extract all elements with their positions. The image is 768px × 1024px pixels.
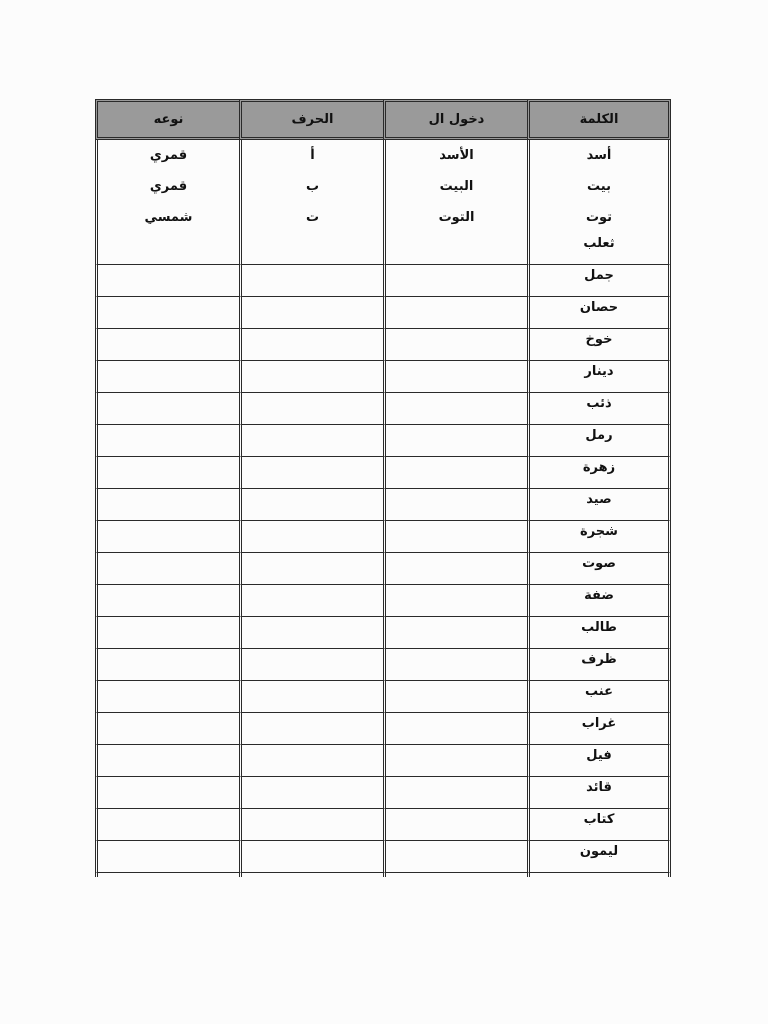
cell-word: جمل — [527, 265, 671, 297]
cell-with-al — [383, 233, 527, 265]
table-row — [95, 777, 671, 809]
cell-word: شجرة — [527, 521, 671, 553]
cell-type — [95, 489, 239, 521]
cell-letter — [239, 361, 383, 393]
cell-with-al — [383, 809, 527, 841]
worksheet-table — [95, 99, 671, 877]
worksheet-table-container — [95, 99, 671, 877]
cell-with-al — [383, 521, 527, 553]
cell-type — [95, 361, 239, 393]
cell-letter — [239, 649, 383, 681]
cell-with-al — [383, 777, 527, 809]
cell-type: شمسي — [95, 202, 239, 233]
table-row — [95, 297, 671, 329]
cell-word: ظرف — [527, 649, 671, 681]
cell-letter — [239, 841, 383, 873]
cell-word: توت — [527, 202, 671, 233]
cell-letter — [239, 329, 383, 361]
cell-word: ضفة — [527, 585, 671, 617]
cell-with-al — [383, 553, 527, 585]
cell-with-al — [383, 873, 527, 877]
cell-type — [95, 777, 239, 809]
header-type: نوعه — [95, 99, 239, 140]
table-row — [95, 489, 671, 521]
table-row — [95, 265, 671, 297]
cell-letter — [239, 713, 383, 745]
cell-letter — [239, 233, 383, 265]
table-row — [95, 585, 671, 617]
cell-letter — [239, 777, 383, 809]
header-letter: الحرف — [239, 99, 383, 140]
header-word: الكلمة — [527, 99, 671, 140]
cell-with-al: الأسد — [383, 140, 527, 171]
cell-type — [95, 553, 239, 585]
cell-type — [95, 873, 239, 877]
cell-with-al — [383, 649, 527, 681]
cell-with-al: البيت — [383, 171, 527, 202]
cell-type — [95, 617, 239, 649]
table-row — [95, 713, 671, 745]
table-row — [95, 681, 671, 713]
cell-type: قمري — [95, 171, 239, 202]
table-row — [95, 873, 671, 877]
cell-type — [95, 713, 239, 745]
cell-with-al — [383, 617, 527, 649]
cell-word: عنب — [527, 681, 671, 713]
cell-word: ذئب — [527, 393, 671, 425]
cell-with-al — [383, 713, 527, 745]
cell-with-al — [383, 425, 527, 457]
table-row — [95, 617, 671, 649]
cell-word: ليمون — [527, 841, 671, 873]
cell-with-al — [383, 745, 527, 777]
cell-word: ثعلب — [527, 233, 671, 265]
cell-type — [95, 585, 239, 617]
cell-letter — [239, 873, 383, 877]
cell-word: طالب — [527, 617, 671, 649]
cell-word: قائد — [527, 777, 671, 809]
cell-type — [95, 521, 239, 553]
cell-word — [527, 873, 671, 877]
cell-with-al: التوت — [383, 202, 527, 233]
cell-letter — [239, 585, 383, 617]
cell-letter: ت — [239, 202, 383, 233]
cell-with-al — [383, 329, 527, 361]
cell-type: قمري — [95, 140, 239, 171]
cell-with-al — [383, 585, 527, 617]
table-row — [95, 457, 671, 489]
cell-letter — [239, 425, 383, 457]
cell-word: بيت — [527, 171, 671, 202]
cell-word: غراب — [527, 713, 671, 745]
table-row — [95, 553, 671, 585]
cell-letter — [239, 681, 383, 713]
cell-with-al — [383, 297, 527, 329]
cell-type — [95, 393, 239, 425]
table-row — [95, 745, 671, 777]
cell-letter — [239, 393, 383, 425]
table-row — [95, 202, 671, 233]
cell-type — [95, 745, 239, 777]
cell-letter — [239, 809, 383, 841]
cell-letter — [239, 745, 383, 777]
table-row — [95, 809, 671, 841]
table-row — [95, 361, 671, 393]
table-row — [95, 171, 671, 202]
table-row — [95, 140, 671, 171]
cell-with-al — [383, 681, 527, 713]
cell-type — [95, 265, 239, 297]
cell-word: أسد — [527, 140, 671, 171]
cell-letter — [239, 457, 383, 489]
table-row — [95, 649, 671, 681]
cell-letter — [239, 489, 383, 521]
cell-word: رمل — [527, 425, 671, 457]
cell-letter — [239, 265, 383, 297]
cell-letter — [239, 617, 383, 649]
cell-word: كتاب — [527, 809, 671, 841]
cell-type — [95, 329, 239, 361]
cell-type — [95, 809, 239, 841]
cell-word: خوخ — [527, 329, 671, 361]
table-row — [95, 425, 671, 457]
cell-word: صوت — [527, 553, 671, 585]
cell-letter — [239, 297, 383, 329]
table-row — [95, 329, 671, 361]
cell-type — [95, 233, 239, 265]
cell-letter: ب — [239, 171, 383, 202]
header-with-al: دخول ال — [383, 99, 527, 140]
cell-word: حصان — [527, 297, 671, 329]
cell-word: دينار — [527, 361, 671, 393]
cell-word: زهرة — [527, 457, 671, 489]
cell-with-al — [383, 841, 527, 873]
cell-with-al — [383, 457, 527, 489]
table-row — [95, 233, 671, 265]
cell-type — [95, 297, 239, 329]
cell-word: صيد — [527, 489, 671, 521]
header-row — [95, 99, 671, 140]
table-row — [95, 841, 671, 873]
cell-type — [95, 425, 239, 457]
cell-letter — [239, 553, 383, 585]
cell-letter: أ — [239, 140, 383, 171]
cell-letter — [239, 521, 383, 553]
cell-word: فيل — [527, 745, 671, 777]
cell-type — [95, 841, 239, 873]
cell-with-al — [383, 361, 527, 393]
cell-type — [95, 457, 239, 489]
cell-type — [95, 681, 239, 713]
cell-type — [95, 649, 239, 681]
table-row — [95, 521, 671, 553]
cell-with-al — [383, 393, 527, 425]
cell-with-al — [383, 265, 527, 297]
cell-with-al — [383, 489, 527, 521]
table-row — [95, 393, 671, 425]
